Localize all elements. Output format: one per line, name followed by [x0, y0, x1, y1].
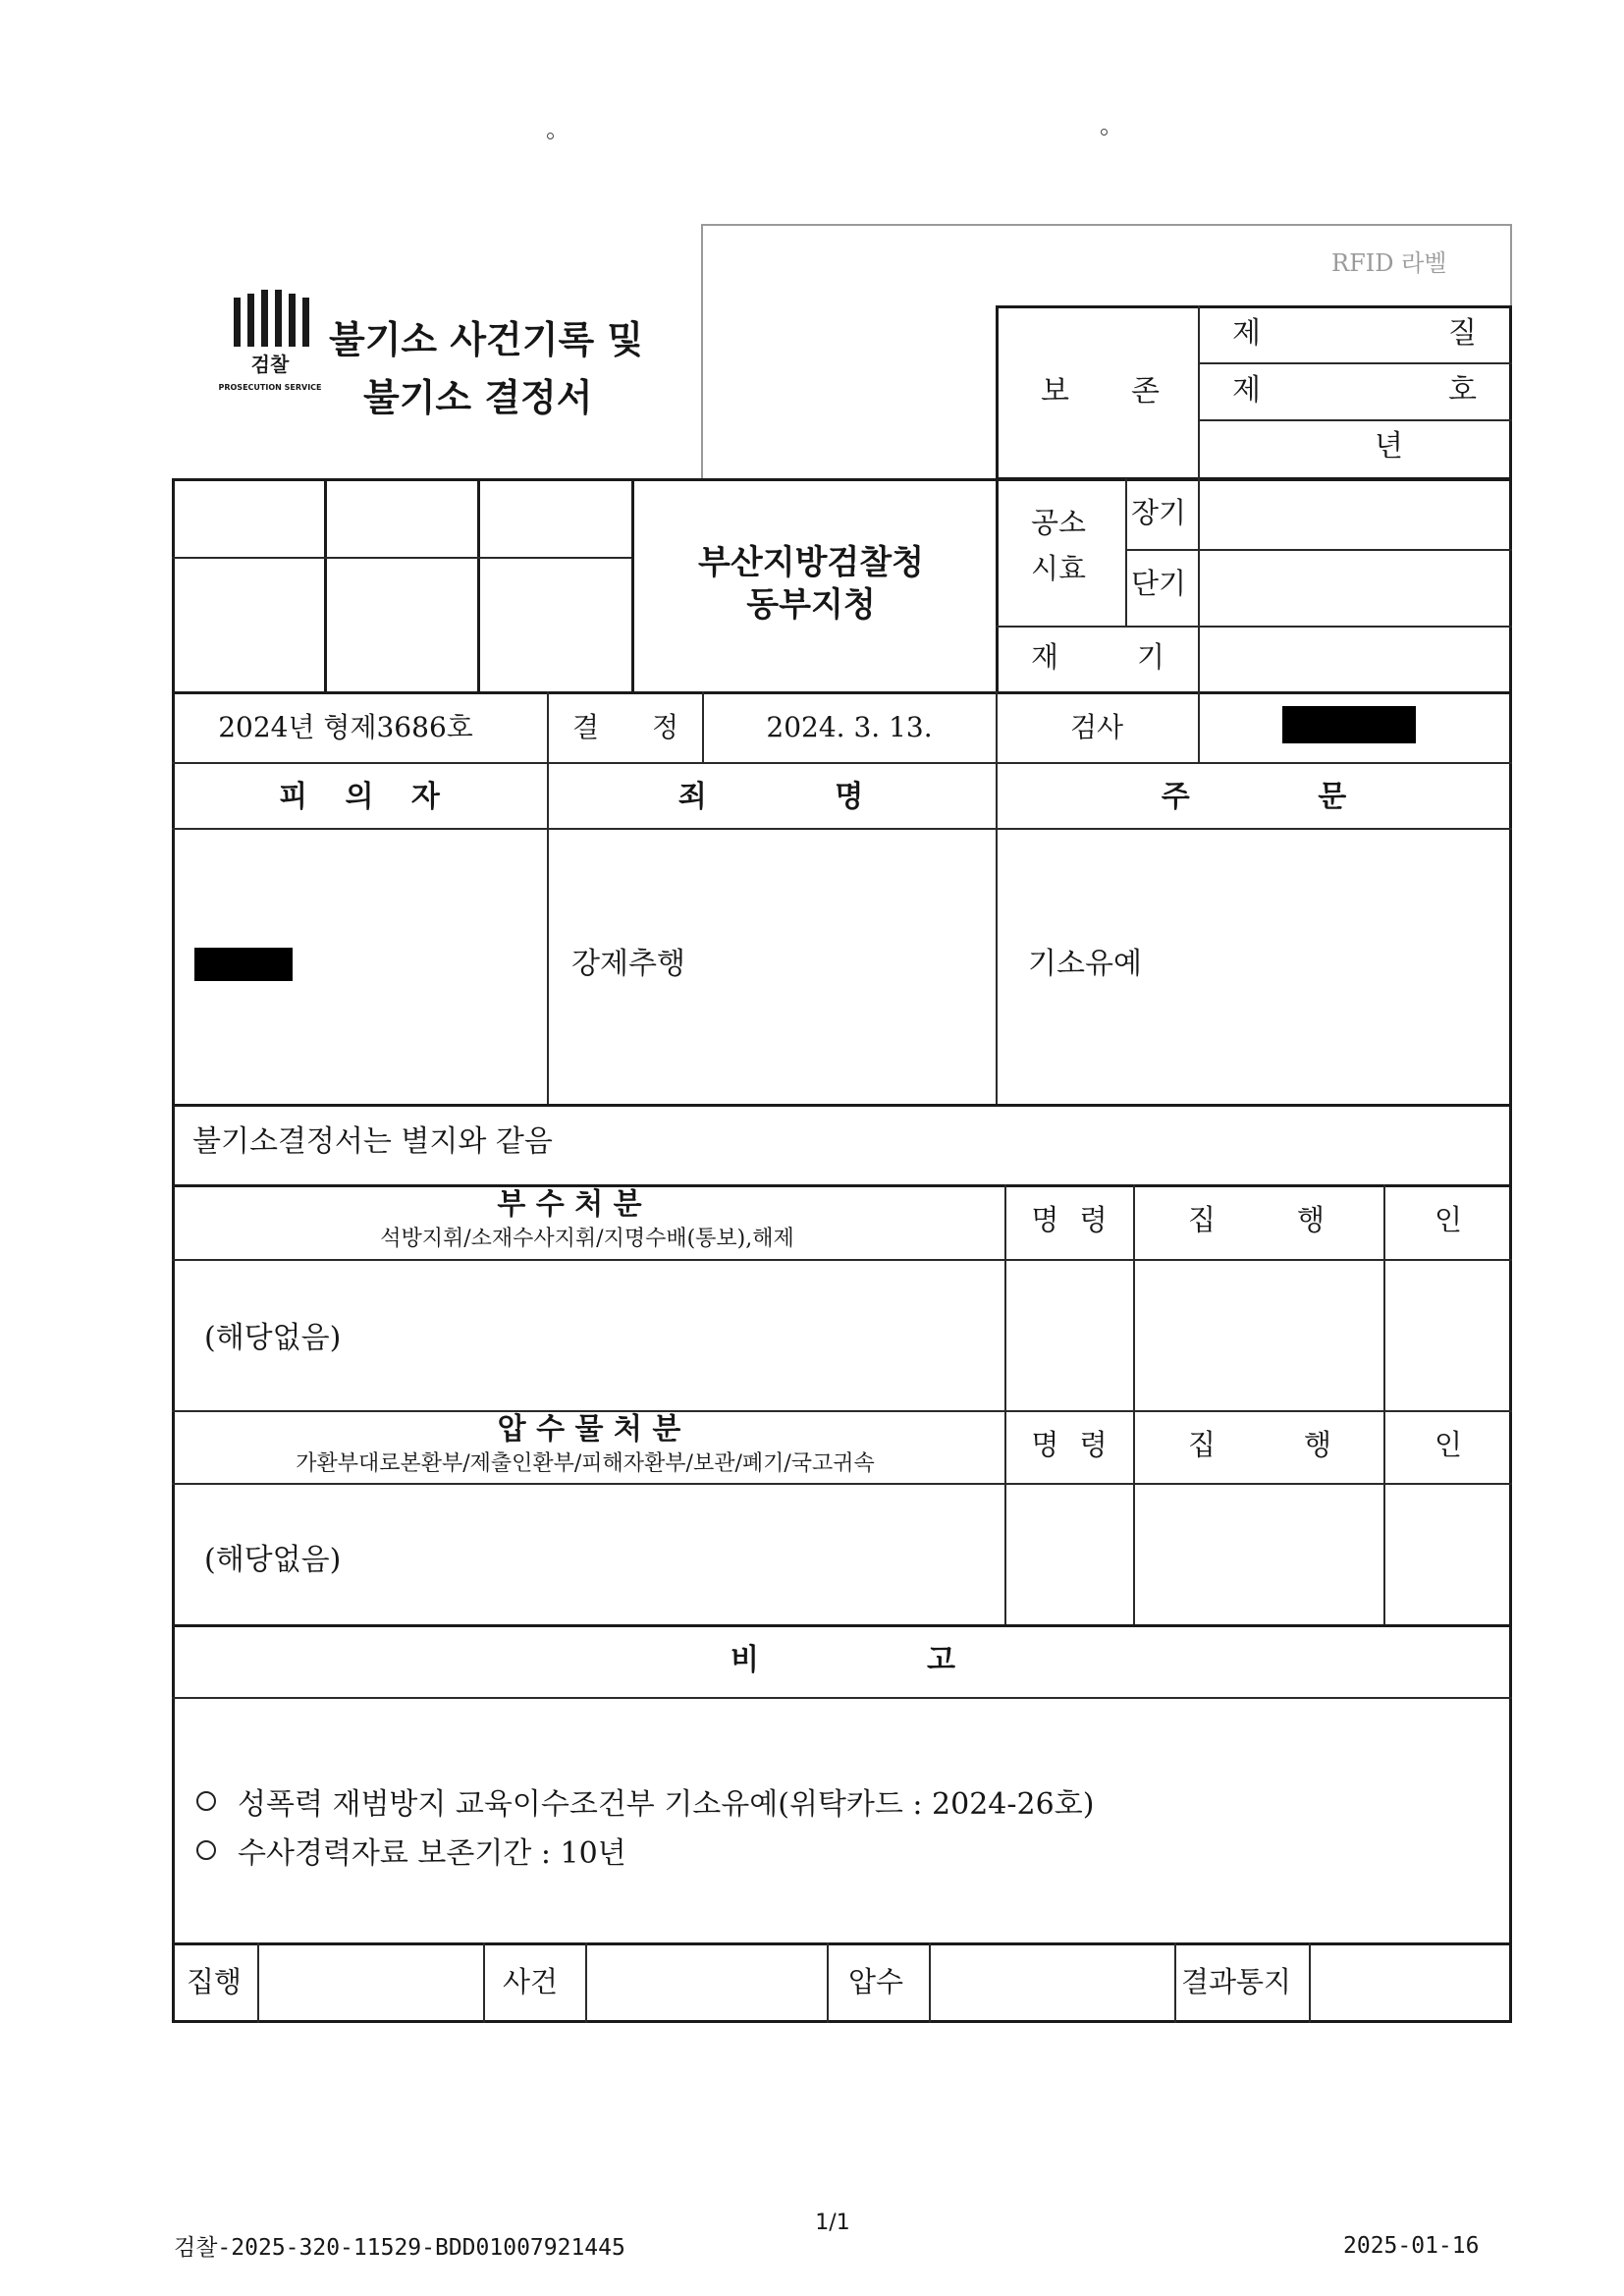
column-header-suspect: 피 의 자 [279, 780, 440, 814]
decision-note: 불기소결정서는 별지와 같음 [192, 1124, 553, 1159]
preservation-row2-left: 제 [1232, 373, 1261, 408]
prosecutor-label: 검사 [1069, 711, 1124, 743]
prosecution-logo-icon [214, 288, 324, 356]
statute-short-label: 단기 [1131, 567, 1187, 600]
bottom-execution-label: 집행 [187, 1965, 243, 1998]
decision-label-1: 결 [572, 711, 600, 743]
subsidiary-exec-3: 인 [1435, 1203, 1463, 1236]
page-number: 1/1 [815, 2211, 850, 2235]
remarks-item [196, 1779, 1094, 1829]
bottom-seizure-label: 압수 [848, 1965, 904, 1998]
bottom-case-label: 사건 [503, 1965, 559, 1998]
statute-label-gi: 기 [1137, 640, 1165, 674]
rfid-label: RFID 라벨 [1331, 249, 1447, 277]
seized-exec-2: 행 [1304, 1428, 1332, 1461]
seized-title: 압 수 물 처 분 [497, 1412, 681, 1447]
bottom-result-label: 결과통지 [1181, 1965, 1292, 1998]
statute-long-label: 장기 [1131, 496, 1187, 529]
seized-subtitle: 가환부대로본환부/제출인환부/피해자환부/보관/폐기/국고귀속 [296, 1451, 875, 1476]
statute-label-gongso: 공소 [1031, 506, 1087, 539]
seized-content: (해당없음) [204, 1543, 342, 1577]
subsidiary-exec-1: 집 [1188, 1203, 1217, 1236]
seized-order-label: 명 령 [1031, 1428, 1108, 1461]
seized-exec-3: 인 [1435, 1428, 1463, 1461]
preservation-row1-left: 제 [1232, 316, 1261, 351]
prosecution-logo [214, 288, 324, 404]
decision-date: 2024. 3. 13. [766, 711, 933, 743]
order-value: 기소유예 [1028, 947, 1142, 981]
statute-label-sihyo: 시효 [1031, 552, 1087, 585]
preservation-label-bo: 보 [1041, 374, 1069, 409]
preservation-row2-right: 호 [1448, 373, 1477, 408]
remarks-label-1: 비 [731, 1643, 759, 1677]
statute-label-jae: 재 [1031, 640, 1059, 674]
subsidiary-content: (해당없음) [204, 1321, 342, 1355]
preservation-label-jon: 존 [1131, 374, 1160, 409]
remarks-item [196, 1829, 1094, 1878]
column-header-order: 주 문 [1161, 780, 1347, 814]
form-title-line2: 불기소 결정서 [363, 375, 593, 419]
logo-sub-text: PROSECUTION SERVICE [218, 383, 322, 392]
document-id: 검찰-2025-320-11529-BDD01007921445 [174, 2235, 625, 2261]
office-name-line1: 부산지방검찰청 [698, 543, 924, 582]
bullet-circle-icon [196, 1840, 216, 1860]
preservation-row3: 년 [1375, 429, 1403, 464]
charge-value: 강제추행 [571, 947, 685, 981]
column-header-charge: 죄 명 [677, 780, 864, 814]
logo-main-text: 검찰 [250, 353, 290, 376]
case-number: 2024년 형제3686호 [218, 711, 473, 743]
suspect-name-redaction [194, 948, 293, 981]
prosecutor-name-redaction [1282, 706, 1416, 743]
subsidiary-order-label: 명 령 [1031, 1203, 1108, 1236]
seized-exec-1: 집 [1188, 1428, 1217, 1461]
office-name-line2: 동부지청 [746, 585, 876, 625]
remarks-list [196, 1779, 1094, 1878]
subsidiary-exec-2: 행 [1297, 1203, 1326, 1236]
form-title-line1: 불기소 사건기록 및 [329, 317, 644, 361]
issue-date: 2025-01-16 [1343, 2233, 1480, 2259]
scan-dot [1101, 129, 1108, 136]
remarks-label-2: 고 [927, 1643, 955, 1677]
preservation-row1-right: 질 [1448, 316, 1477, 351]
decision-label-2: 정 [652, 711, 679, 743]
scan-dot [547, 133, 554, 139]
subsidiary-title: 부 수 처 분 [497, 1187, 642, 1222]
subsidiary-subtitle: 석방지휘/소재수사지휘/지명수배(통보),해제 [380, 1227, 794, 1251]
bullet-circle-icon [196, 1791, 216, 1811]
remarks-text: 수사경력자료 보존기간 : 10년 [238, 1836, 626, 1871]
remarks-text: 성폭력 재범방지 교육이수조건부 기소유예(위탁카드 : 2024-26호) [238, 1787, 1095, 1822]
